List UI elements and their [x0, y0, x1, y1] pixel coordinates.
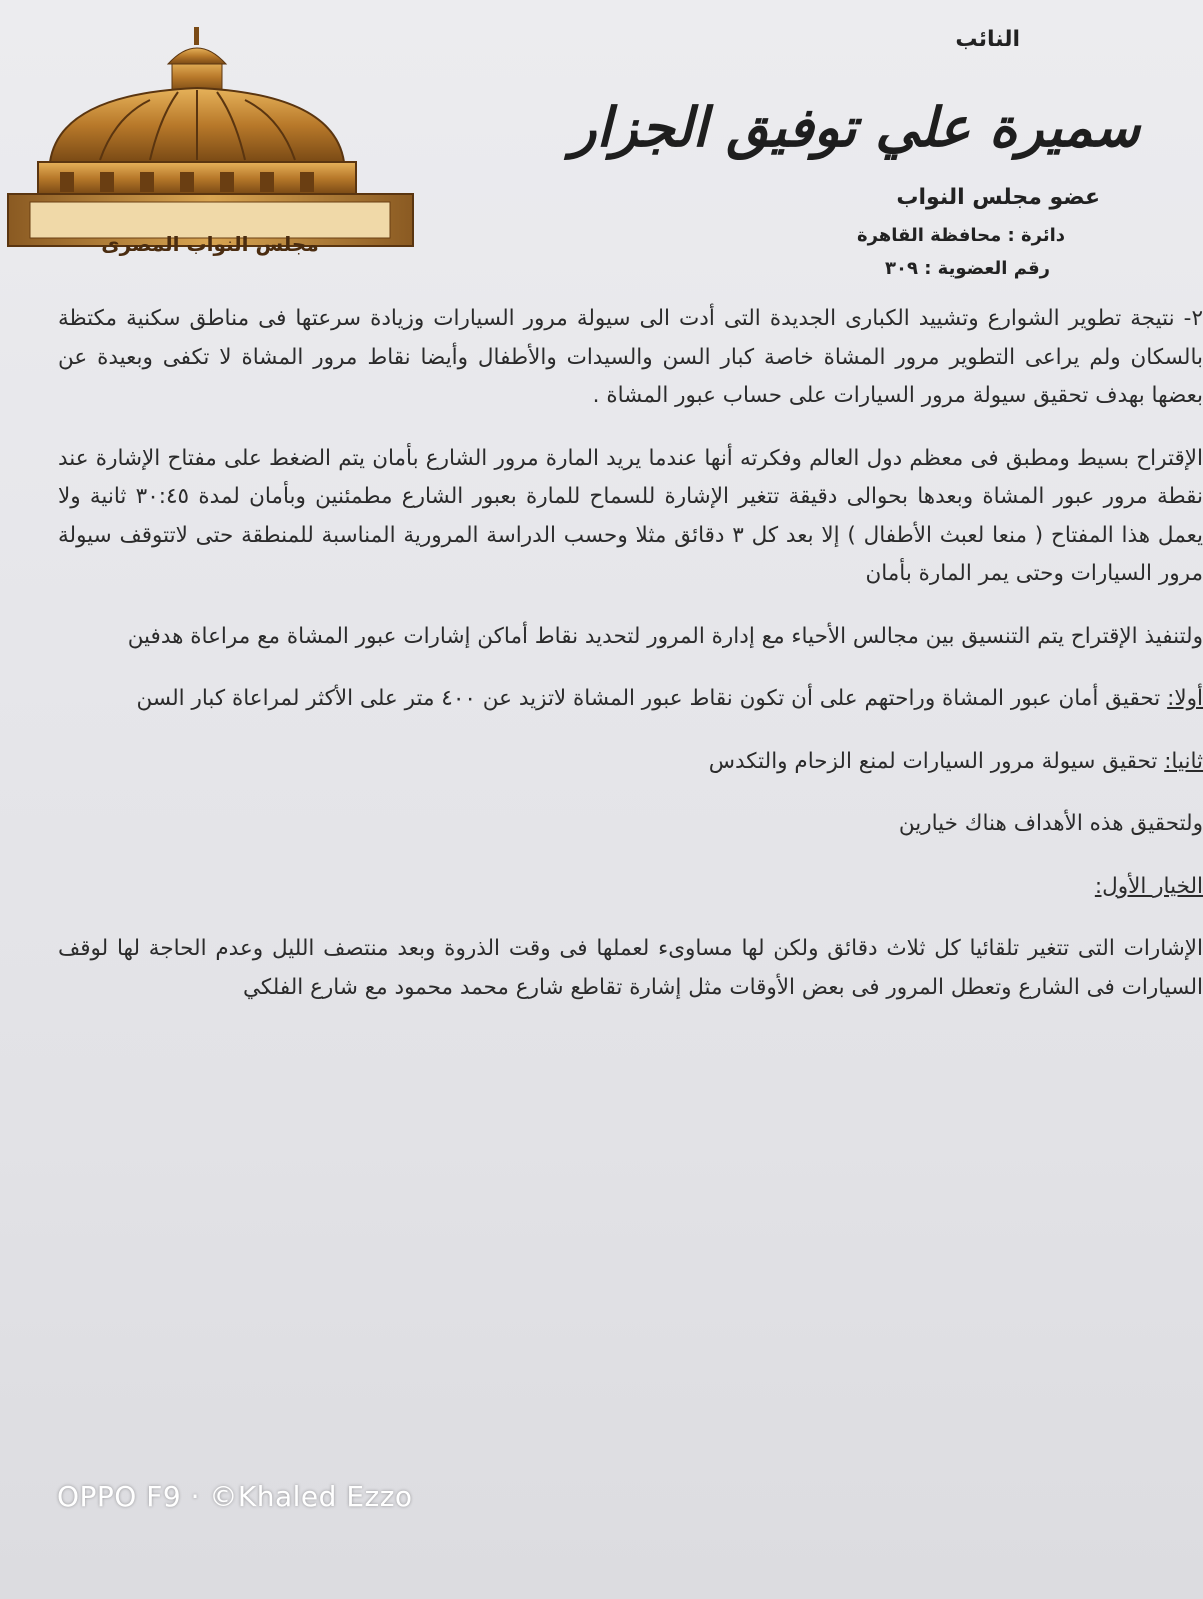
- paragraph-3: ولتنفيذ الإقتراح يتم التنسيق بين مجالس الأحياء مع إدارة المرور لتحديد نقاط أماكن إشارات عبور المشاة مع مراعاة هدفين: [127, 623, 1203, 649]
- goal-first-label: أولا:: [1167, 686, 1203, 711]
- logo-caption: مجلس النواب المصرى: [101, 232, 319, 256]
- option-title: [58, 868, 1203, 907]
- option-text: الإشارات التى تتغير تلقائيا كل ثلاث دقائق ولكن لها مساوىء لعملها فى وقت الذروة وبعد منتصف الليل وعدم الحاجة لها لوقف السيارات فى الشارع وتعطل المرور فى بعض الأوقات مثل إشارة تقاطع شارع محمد محمود مع شارع الفلكي: [58, 936, 1203, 1000]
- paragraph-1: ٢- نتيجة تطوير الشوارع وتشييد الكبارى الجديدة التى أدت الى سيولة مرور السيارات وزيادة سرعتها فى مناطق سكنية مكتظة بالسكان ولم يراعى التطوير مرور المشاة خاصة كبار السن والسيدات والأطفال وأيضا نقاط مرور المشاة لا تكفى وبعيدة عن بعضها بهدف تحقيق سيولة مرور السيارات على حساب عبور المشاة .: [58, 306, 1203, 408]
- goal-first-text: تحقيق أمان عبور المشاة وراحتهم على أن تكون نقاط عبور المشاة لاتزيد عن ٤٠٠ متر على الأكثر لمراعاة كبار السن: [136, 686, 1168, 711]
- letter-body: [58, 300, 1203, 1031]
- parliament-logo: [0, 22, 425, 257]
- goals-line: ولتحقيق هذه الأهداف هناك خيارين: [898, 811, 1203, 836]
- goal-second: [58, 743, 1203, 782]
- goal-second-text: تحقيق سيولة مرور السيارات لمنع الزحام والتكدس: [708, 748, 1165, 774]
- goal-first: [58, 680, 1203, 719]
- option-title-text: الخيار الأول:: [1094, 873, 1203, 899]
- camera-watermark: OPPO F9 · ©Khaled Ezzo: [57, 1480, 413, 1513]
- signature-name: سميرة علي توفيق الجزار: [570, 95, 1140, 159]
- goal-second-label: ثانيا:: [1164, 748, 1203, 774]
- header-title: النائب: [955, 27, 1020, 52]
- district-line: دائرة : محافظة القاهرة: [856, 225, 1065, 246]
- membership-number: رقم العضوية : ٣٠٩: [884, 258, 1050, 279]
- parliament-dome-icon: [0, 22, 425, 257]
- member-title: عضو مجلس النواب: [896, 185, 1100, 210]
- paragraph-2: الإقتراح بسيط ومطبق فى معظم دول العالم وفكرته أنها عندما يريد المارة مرور الشارع بأمان يتم الضغط على مفتاح الإشارة عند نقطة مرور عبور المشاة وبعدها بحوالى دقيقة تتغير الإشارة للسماح للمارة بعبور الشارع مطمئنين وبأمان لمدة ٣٠:٤٥ ثانية ولا يعمل هذا المفتاح ( منعا لعبث الأطفال ) إلا بعد كل ٣ دقائق مثلا وحسب الدراسة المرورية المناسبة للمنطقة حتى لاتتوقف سيولة مرور السيارات وحتى يمر المارة بأمان: [58, 445, 1203, 586]
